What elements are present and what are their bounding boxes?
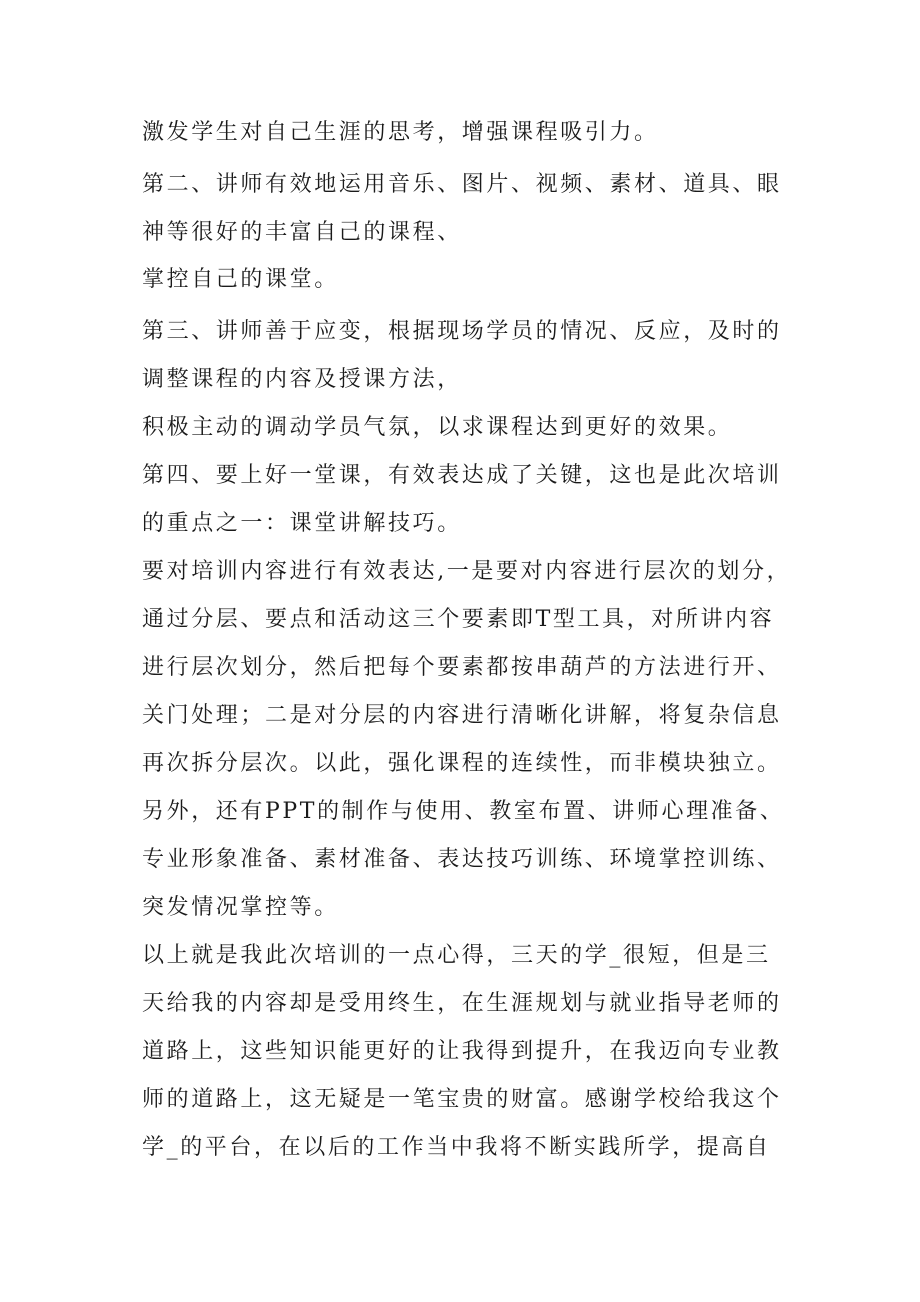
- text-line: 突发情况掌控等。: [142, 895, 339, 920]
- text-line: 掌控自己的课堂。: [142, 267, 339, 292]
- text-line: 再次拆分层次。以此，强化课程的连续性，而非模块独立。: [142, 751, 782, 776]
- text-line: 第三、讲师善于应变，根据现场学员的情况、反应，及时的: [142, 319, 782, 344]
- text-line: 激发学生对自己生涯的思考，增强课程吸引力。: [142, 120, 659, 145]
- text-line: 进行层次划分，然后把每个要素都按串葫芦的方法进行开、: [142, 655, 782, 680]
- text-line: 神等很好的丰富自己的课程、: [142, 220, 462, 245]
- text-line: 通过分层、要点和活动这三个要素即T型工具，对所讲内容: [142, 607, 775, 632]
- text-line: 要对培训内容进行有效表达,一是要对内容进行层次的划分，: [142, 559, 792, 584]
- text-line: 师的道路上，这无疑是一笔宝贵的财富。感谢学校给我这个: [142, 1087, 782, 1112]
- text-line: 关门处理；二是对分层的内容进行清晰化讲解，将复杂信息: [142, 703, 782, 728]
- text-line: 的重点之一：课堂讲解技巧。: [142, 511, 462, 536]
- text-line: 学_的平台，在以后的工作当中我将不断实践所学，提高自: [142, 1135, 771, 1160]
- text-line: 专业形象准备、素材准备、表达技巧训练、环境掌控训练、: [142, 847, 782, 872]
- text-line: 调整课程的内容及授课方法，: [142, 367, 462, 392]
- text-line: 积极主动的调动学员气氛，以求课程达到更好的效果。: [142, 415, 733, 440]
- text-line: 第二、讲师有效地运用音乐、图片、视频、素材、道具、眼: [142, 172, 782, 197]
- text-line: 另外，还有PPT的制作与使用、教室布置、讲师心理准备、: [142, 799, 785, 824]
- text-line: 天给我的内容却是受用终生，在生涯规划与就业指导老师的: [142, 991, 782, 1016]
- text-line: 以上就是我此次培训的一点心得，三天的学_很短，但是三: [142, 943, 771, 968]
- text-line: 道路上，这些知识能更好的让我得到提升，在我迈向专业教: [142, 1039, 782, 1064]
- text-line: 第四、要上好一堂课，有效表达成了关键，这也是此次培训: [142, 463, 782, 488]
